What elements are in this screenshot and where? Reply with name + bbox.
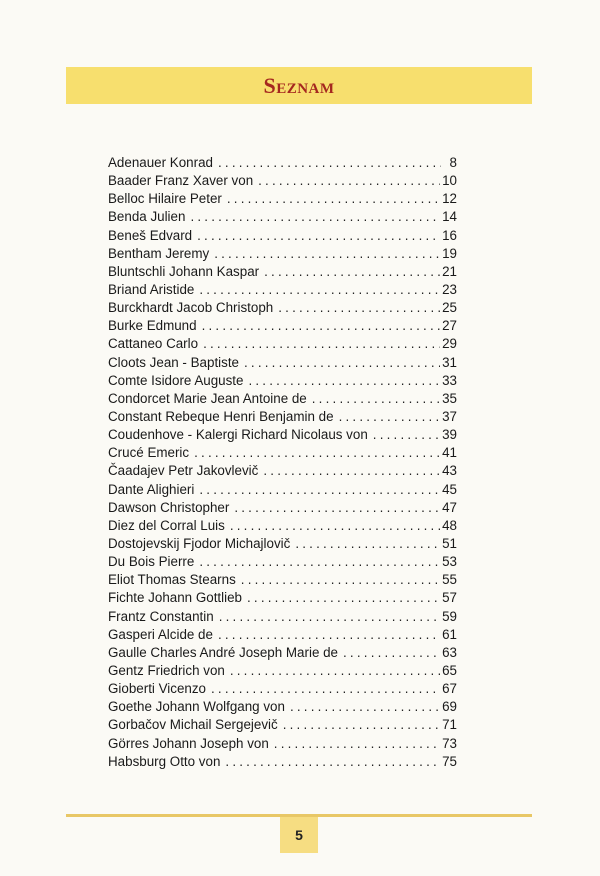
dot-leader	[244, 354, 440, 372]
entry-name: Baader Franz Xaver von	[108, 173, 254, 189]
entry-page: 48	[442, 517, 457, 533]
dot-leader	[295, 535, 440, 553]
entry-page: 23	[442, 281, 457, 297]
entry-page: 43	[442, 463, 457, 479]
index-entry	[108, 299, 457, 317]
entry-page: 16	[442, 227, 457, 243]
entry-page: 14	[442, 209, 457, 225]
page-number-badge	[280, 817, 318, 853]
entry-name: Eliot Thomas Stearns	[108, 572, 236, 588]
entry-page: 27	[442, 318, 457, 334]
entry-name: Görres Johann Joseph von	[108, 735, 269, 751]
entry-name: Gorbačov Michail Sergejevič	[108, 717, 278, 733]
dot-leader	[219, 608, 440, 626]
entry-page: 73	[442, 735, 457, 751]
dot-leader	[218, 626, 440, 644]
entry-page: 39	[442, 427, 457, 443]
dot-leader	[214, 245, 440, 263]
index-entry	[108, 317, 457, 335]
index-entry	[108, 553, 457, 571]
dot-leader	[312, 390, 440, 408]
index-entry	[108, 644, 457, 662]
index-entry	[108, 390, 457, 408]
dot-leader	[241, 571, 440, 589]
entry-name: Burke Edmund	[108, 318, 197, 334]
dot-leader	[343, 644, 440, 662]
entry-name: Dostojevskij Fjodor Michajlovič	[108, 535, 291, 551]
index-entry	[108, 281, 457, 299]
entry-page: 55	[442, 572, 457, 588]
entry-name: Beneš Edvard	[108, 227, 193, 243]
entry-page: 12	[442, 191, 457, 207]
entry-page: 63	[442, 644, 457, 660]
index-entry	[108, 499, 457, 517]
entry-page: 35	[442, 390, 457, 406]
entry-page: 10	[442, 173, 457, 189]
dot-leader	[202, 317, 441, 335]
entry-name: Frantz Constantin	[108, 608, 214, 624]
dot-leader	[227, 190, 440, 208]
dot-leader	[263, 462, 440, 480]
index-entry	[108, 172, 457, 190]
dot-leader	[290, 698, 440, 716]
entry-name: Cloots Jean - Baptiste	[108, 354, 239, 370]
entry-page: 47	[442, 499, 457, 515]
dot-leader	[274, 735, 440, 753]
index-entry	[108, 662, 457, 680]
entry-page: 69	[442, 699, 457, 715]
index-entry	[108, 608, 457, 626]
dot-leader	[225, 753, 440, 771]
entry-name: Gioberti Vicenzo	[108, 681, 207, 697]
entry-page: 29	[442, 336, 457, 352]
dot-leader	[194, 444, 440, 462]
dot-leader	[230, 517, 440, 535]
entry-page: 45	[442, 481, 457, 497]
index-entry	[108, 426, 457, 444]
index-list	[108, 154, 457, 771]
entry-page: 21	[442, 263, 457, 279]
dot-leader	[258, 172, 440, 190]
entry-page: 51	[442, 535, 457, 551]
entry-name: Bluntschli Johann Kaspar	[108, 263, 260, 279]
entry-name: Dante Alighieri	[108, 481, 195, 497]
entry-name: Goethe Johann Wolfgang von	[108, 699, 285, 715]
entry-page: 71	[442, 717, 457, 733]
index-entry	[108, 154, 457, 172]
entry-page: 57	[442, 590, 457, 606]
index-entry	[108, 571, 457, 589]
entry-name: Briand Aristide	[108, 281, 195, 297]
index-entry	[108, 535, 457, 553]
entry-page: 65	[442, 662, 457, 678]
entry-name: Čaadajev Petr Jakovlevič	[108, 463, 259, 479]
entry-name: Comte Isidore Auguste	[108, 372, 244, 388]
entry-name: Crucé Emeric	[108, 445, 190, 461]
entry-page: 31	[442, 354, 457, 370]
index-entry	[108, 208, 457, 226]
entry-page: 19	[442, 245, 457, 261]
entry-page: 33	[442, 372, 457, 388]
index-entry	[108, 680, 457, 698]
index-entry	[108, 462, 457, 480]
entry-page: 41	[442, 445, 457, 461]
page-number: 5	[295, 827, 303, 843]
dot-leader	[230, 662, 440, 680]
entry-name: Gentz Friedrich von	[108, 662, 225, 678]
entry-name: Burckhardt Jacob Christoph	[108, 300, 274, 316]
header-band	[66, 67, 532, 104]
index-entry	[108, 517, 457, 535]
dot-leader	[339, 408, 441, 426]
index-entry	[108, 335, 457, 353]
dot-leader	[203, 335, 440, 353]
index-entry	[108, 716, 457, 734]
entry-name: Fichte Johann Gottlieb	[108, 590, 242, 606]
dot-leader	[247, 589, 440, 607]
entry-page: 8	[449, 155, 457, 170]
dot-leader	[264, 263, 440, 281]
index-entry	[108, 263, 457, 281]
entry-name: Gasperi Alcide de	[108, 626, 213, 642]
dot-leader	[234, 499, 440, 517]
entry-name: Constant Rebeque Henri Benjamin de	[108, 408, 334, 424]
entry-page: 59	[442, 608, 457, 624]
index-entry	[108, 372, 457, 390]
entry-name: Habsburg Otto von	[108, 753, 221, 769]
dot-leader	[278, 299, 440, 317]
index-entry	[108, 190, 457, 208]
dot-leader	[218, 154, 441, 172]
page-title: Seznam	[263, 72, 335, 98]
dot-leader	[199, 553, 440, 571]
entry-name: Belloc Hilaire Peter	[108, 191, 222, 207]
entry-page: 37	[442, 408, 457, 424]
dot-leader	[283, 716, 440, 734]
index-entry	[108, 626, 457, 644]
entry-page: 67	[442, 681, 457, 697]
entry-name: Cattaneo Carlo	[108, 336, 199, 352]
entry-name: Condorcet Marie Jean Antoine de	[108, 390, 307, 406]
entry-name: Du Bois Pierre	[108, 554, 195, 570]
index-entry	[108, 227, 457, 245]
dot-leader	[373, 426, 440, 444]
dot-leader	[211, 680, 440, 698]
index-entry	[108, 481, 457, 499]
dot-leader	[248, 372, 440, 390]
entry-page: 25	[442, 300, 457, 316]
entry-page: 53	[442, 554, 457, 570]
index-entry	[108, 408, 457, 426]
entry-page: 61	[442, 626, 457, 642]
index-entry	[108, 753, 457, 771]
entry-name: Coudenhove - Kalergi Richard Nicolaus von	[108, 427, 368, 443]
index-entry	[108, 354, 457, 372]
index-entry	[108, 245, 457, 263]
entry-name: Diez del Corral Luis	[108, 517, 225, 533]
dot-leader	[199, 281, 440, 299]
entry-name: Benda Julien	[108, 209, 186, 225]
entry-name: Bentham Jeremy	[108, 245, 210, 261]
index-entry	[108, 735, 457, 753]
entry-name: Dawson Christopher	[108, 499, 230, 515]
index-entry	[108, 698, 457, 716]
index-entry	[108, 444, 457, 462]
entry-name: Gaulle Charles André Joseph Marie de	[108, 644, 339, 660]
entry-page: 75	[442, 753, 457, 769]
dot-leader	[190, 208, 440, 226]
dot-leader	[199, 481, 440, 499]
index-entry	[108, 589, 457, 607]
dot-leader	[197, 227, 440, 245]
entry-name: Adenauer Konrad	[108, 155, 213, 170]
